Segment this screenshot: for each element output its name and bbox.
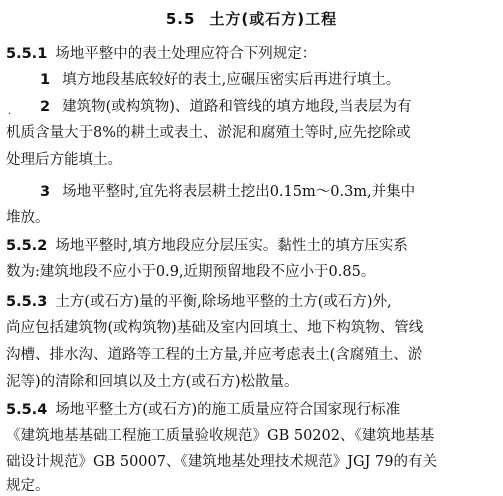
clause-5-5-3-line-1: 5.5.3 土方(或石方)量的平衡,除场地平整的土方(或石方)外, bbox=[6, 294, 392, 310]
clause-5-5-1-item-2-cont-1: 机质含量大于8%的耕土或表土、淤泥和腐殖土等时,应先挖除或 bbox=[6, 125, 411, 141]
section-number: 5.5 bbox=[165, 10, 196, 28]
clause-5-5-4-line-4: 规定。 bbox=[6, 478, 50, 494]
clause-5-5-1-line-1: 5.5.1 场地平整中的表土处理应符合下列规定： bbox=[6, 46, 317, 62]
clause-5-5-3-line-2: 尚应包括建筑物(或构筑物)基础及室内回填土、地下构筑物、管线 bbox=[6, 320, 424, 336]
clause-5-5-1-item-3-cont: 堆放。 bbox=[6, 210, 50, 226]
clause-5-5-4-line-2: 《建筑地基基础工程施工质量验收规范》GB 50202、《建筑地基基 bbox=[6, 428, 435, 444]
margin-dot: · bbox=[8, 109, 12, 120]
clause-5-5-3-line-4: 泥等)的清除和回填以及土方(或石方)松散量。 bbox=[6, 374, 299, 390]
clause-5-5-1-item-2-cont-2: 处理后方能填土。 bbox=[6, 152, 122, 168]
clause-5-5-1-item-1: 1 填方地段基底较好的表土,应碾压密实后再进行填土。 bbox=[40, 72, 401, 88]
clause-5-5-1-item-3: 3 场地平整时,宜先将表层耕土挖出0.15m～0.3m,并集中 bbox=[40, 184, 416, 200]
section-title bbox=[0, 8, 503, 29]
clause-5-5-4-line-1: 5.5.4 场地平整土方(或石方)的施工质量应符合国家现行标准 bbox=[6, 402, 401, 418]
section-title-text: 土方(或石方)工程 bbox=[209, 10, 338, 28]
clause-5-5-2-line-2: 数为:建筑地段不应小于0.9,近期预留地段不应小于0.85。 bbox=[6, 264, 376, 280]
clause-5-5-2-line-1: 5.5.2 场地平整时,填方地段应分层压实。黏性土的填方压实系 bbox=[6, 238, 408, 254]
clause-5-5-4-line-3: 础设计规范》GB 50007、《建筑地基处理技术规范》JGJ 79的有关 bbox=[6, 454, 437, 470]
clause-5-5-3-line-3: 沟槽、排水沟、道路等工程的土方量,并应考虑表土(含腐殖土、淤 bbox=[6, 347, 423, 363]
clause-5-5-1-item-2: 2 建筑物(或构筑物)、道路和管线的填方地段,当表层为有 bbox=[40, 99, 412, 115]
